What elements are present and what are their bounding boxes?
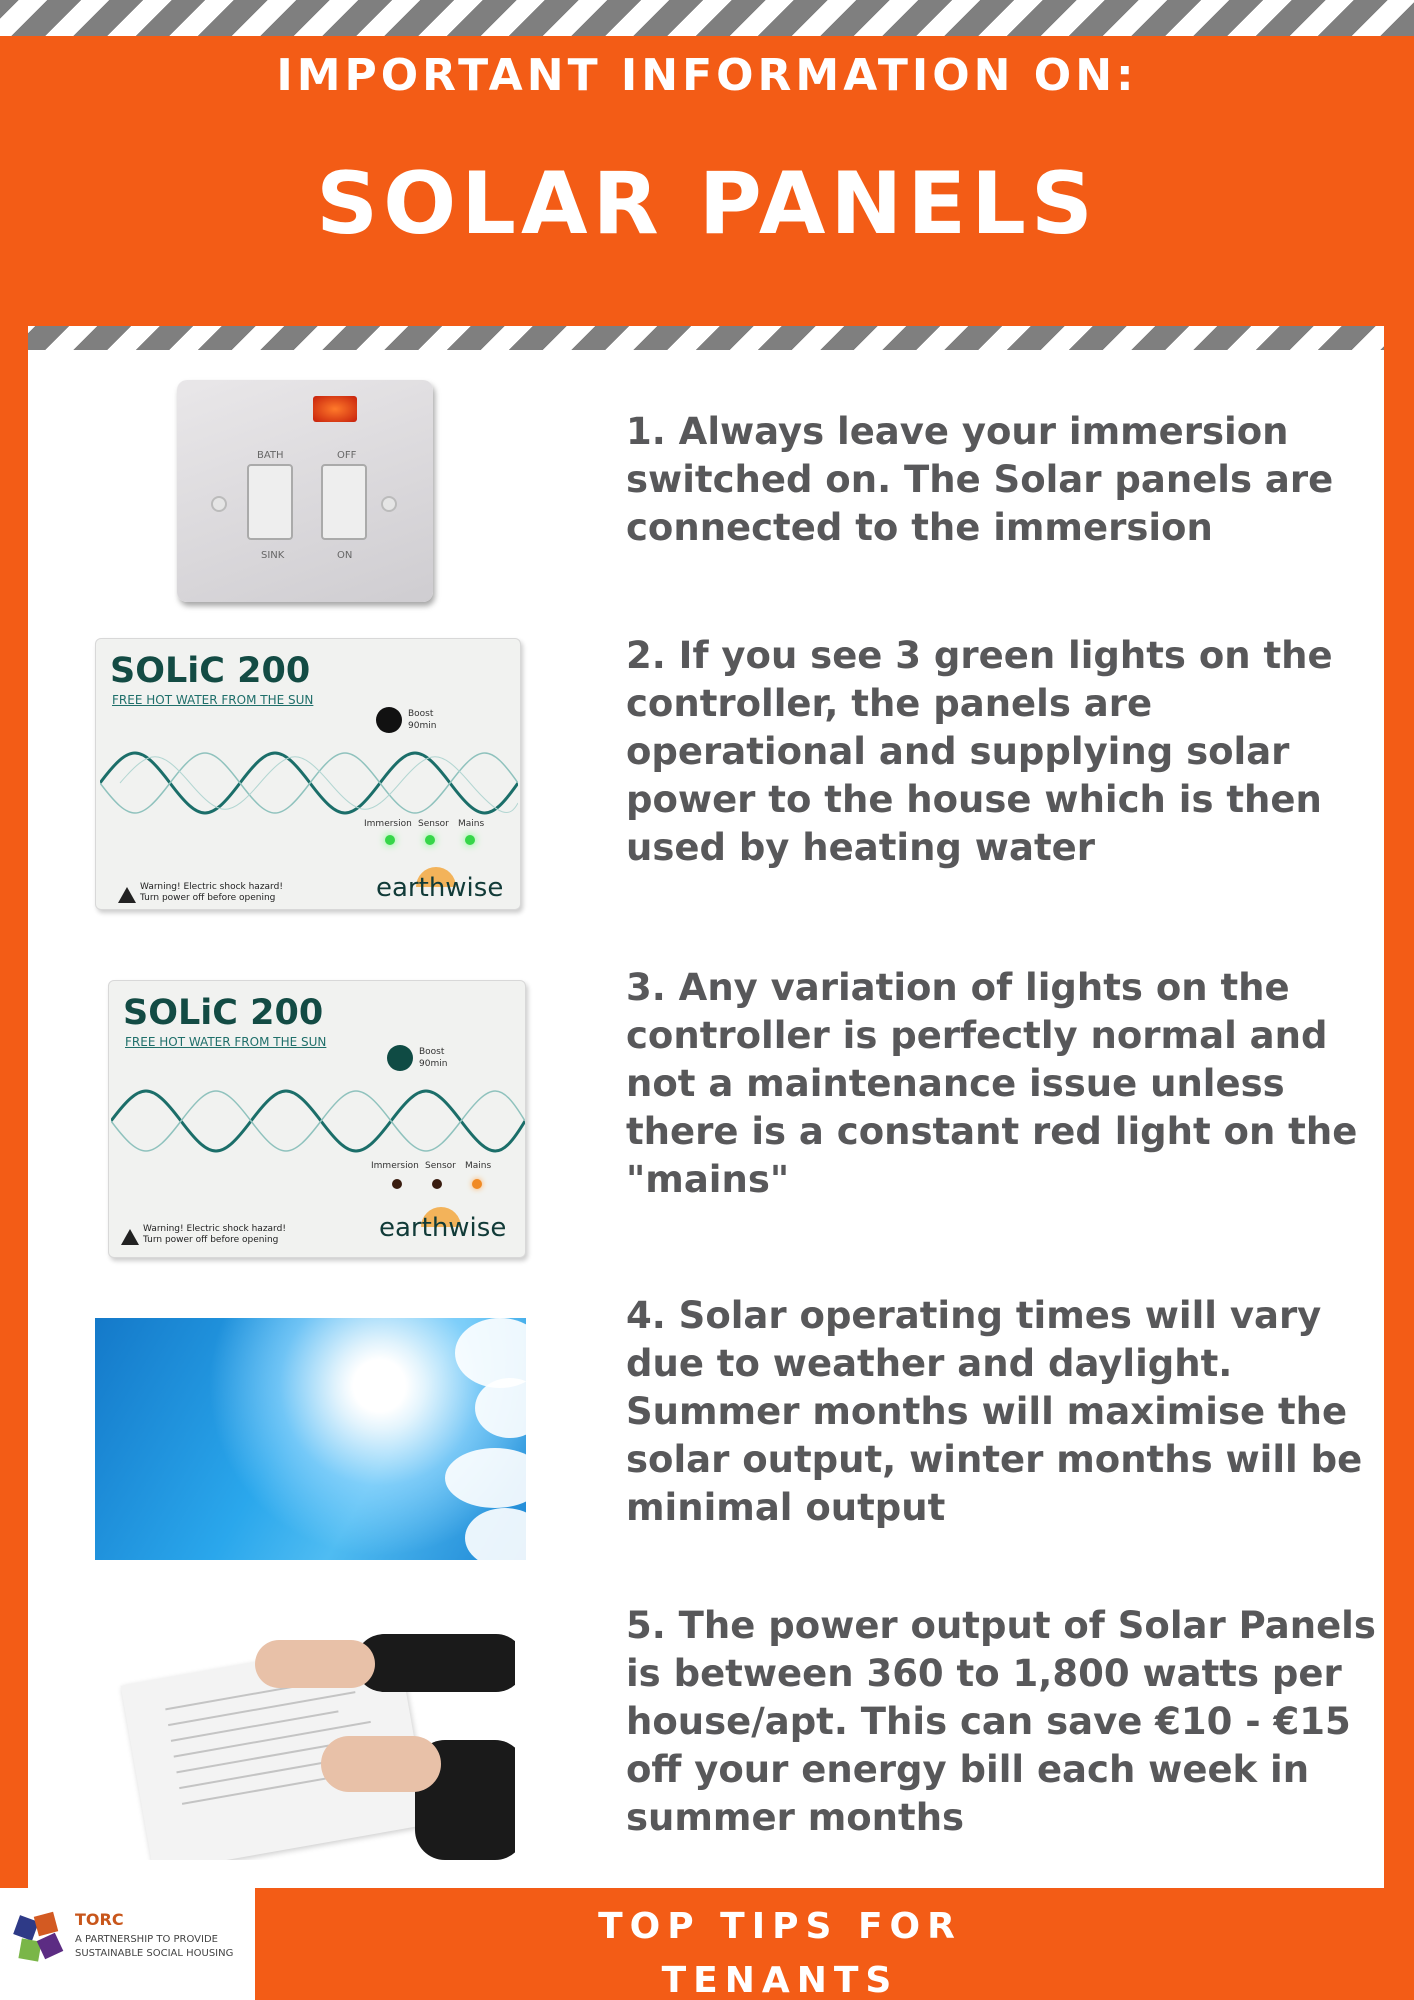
boost-label: Boost: [408, 709, 434, 719]
sleeve-upper: [355, 1634, 515, 1692]
border-right: [1384, 326, 1414, 1888]
led-label-mains: Mains: [458, 819, 485, 829]
footer-title: [560, 1900, 1000, 2000]
energy-bill-photo: [95, 1630, 515, 1860]
tip-2: 2. If you see 3 green lights on the controller, the panels are operational and supplying solar power to the house which is then used by heating water: [626, 634, 1333, 869]
tips-panel: [28, 350, 1384, 1888]
hazard-stripe-top: [0, 0, 1414, 36]
sine-wave-graphic: [100, 743, 518, 823]
led-label-mains: Mains: [465, 1161, 492, 1171]
warning-text-2: Turn power off before opening: [143, 1235, 279, 1245]
led-immersion-icon: [392, 1179, 402, 1189]
led-immersion-icon: [385, 835, 395, 845]
warning-triangle-icon: [118, 887, 136, 903]
switch-rocker-left: [247, 464, 293, 540]
switch-label-sink: SINK: [261, 550, 285, 561]
warning-triangle-icon: [121, 1229, 139, 1245]
cloud-icon: [465, 1508, 526, 1560]
warning-text-1: Warning! Electric shock hazard!: [140, 882, 283, 892]
controller-tagline: FREE HOT WATER FROM THE SUN: [112, 693, 314, 707]
controller-red-light-photo: [108, 980, 526, 1258]
controller-tagline: FREE HOT WATER FROM THE SUN: [125, 1035, 327, 1049]
led-mains-icon: [465, 835, 475, 845]
cloud-icon: [445, 1448, 526, 1508]
org-tagline-2: SUSTAINABLE SOCIAL HOUSING: [75, 1948, 234, 1959]
footer-bar: [0, 1888, 1414, 2000]
led-label-immersion: Immersion: [371, 1161, 419, 1171]
controller-green-lights-photo: [95, 638, 521, 910]
header-banner: [0, 36, 1414, 326]
hand-upper-icon: [255, 1640, 375, 1688]
sine-wave-graphic: [111, 1081, 525, 1161]
org-name: TORC: [75, 1910, 124, 1929]
tip-3: 3. Any variation of lights on the controller is perfectly normal and not a maintenance issue unless there is a constant red light on the "mains": [626, 966, 1358, 1201]
switch-rocker-right: [321, 464, 367, 540]
tip-4: 4. Solar operating times will vary due to weather and daylight. Summer months will maximise the solar output, winter months will be minimal output: [626, 1294, 1363, 1529]
led-sensor-icon: [425, 835, 435, 845]
boost-duration: 90min: [408, 721, 437, 731]
boost-label: Boost: [419, 1047, 445, 1057]
neon-indicator-icon: [313, 396, 357, 422]
tip-5: 5. The power output of Solar Panels is between 360 to 1,800 watts per house/apt. This can save €10 - €15 off your energy bill each week in summer months: [626, 1604, 1376, 1839]
tip-1: 1. Always leave your immersion switched on. The Solar panels are connected to the immersion: [626, 410, 1334, 549]
led-mains-icon: [472, 1179, 482, 1189]
footer-title-line-2: TENANTS: [661, 1960, 899, 2000]
org-tagline-1: A PARTNERSHIP TO PROVIDE: [75, 1934, 218, 1945]
screw-icon: [211, 496, 227, 512]
border-left: [0, 326, 28, 1888]
maker-logo-text: earthwise: [379, 1213, 507, 1243]
page-title: SOLAR PANELS: [316, 154, 1098, 254]
controller-brand: SOLiC 200: [123, 993, 324, 1033]
boost-duration: 90min: [419, 1059, 448, 1069]
led-label-immersion: Immersion: [364, 819, 412, 829]
hazard-stripe-middle: [0, 326, 1414, 350]
sunny-sky-photo: [95, 1318, 526, 1560]
warning-text-2: Turn power off before opening: [140, 893, 276, 903]
switch-label-on: ON: [337, 550, 353, 561]
logo-square-purple-icon: [37, 1933, 64, 1960]
led-label-sensor: Sensor: [418, 819, 449, 829]
cloud-icon: [475, 1378, 526, 1438]
maker-logo-text: earthwise: [376, 873, 504, 903]
boost-button-icon: [387, 1045, 413, 1071]
footer-title-line-1: TOP TIPS FOR: [598, 1906, 962, 1947]
switch-label-bath: BATH: [257, 450, 284, 461]
boost-button-icon: [376, 707, 402, 733]
led-sensor-icon: [432, 1179, 442, 1189]
switch-label-off: OFF: [337, 450, 357, 461]
screw-icon: [381, 496, 397, 512]
torc-logo: [0, 1888, 255, 2000]
page-subtitle: IMPORTANT INFORMATION ON:: [276, 50, 1138, 101]
warning-text-1: Warning! Electric shock hazard!: [143, 1224, 286, 1234]
immersion-switch-photo: [177, 380, 433, 602]
led-label-sensor: Sensor: [425, 1161, 456, 1171]
controller-brand: SOLiC 200: [110, 651, 311, 691]
hand-lower-icon: [321, 1736, 441, 1792]
